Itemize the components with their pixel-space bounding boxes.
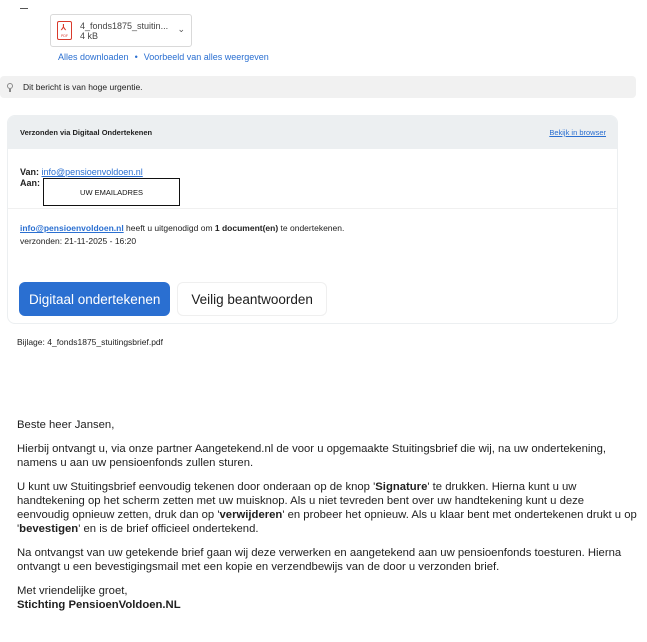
signature: Stichting PensioenVoldoen.NL [17, 599, 181, 611]
p2-bold-bevestigen: bevestigen [19, 523, 79, 535]
invite-mid: heeft u uitgenodigd om [123, 223, 215, 233]
sent-timestamp: verzonden: 21-11-2025 - 16:20 [20, 236, 137, 246]
urgency-banner [0, 76, 636, 98]
card-meta [8, 149, 617, 206]
p2-bold-verwijderen: verwijderen [219, 509, 283, 521]
invite-text [8, 209, 617, 248]
invite-end: te ondertekenen. [278, 223, 345, 233]
lightbulb-icon [7, 83, 13, 92]
collapse-dash [20, 8, 28, 9]
from-row [20, 167, 605, 178]
invite-document-count: 1 document(en) [214, 223, 279, 233]
download-all-link[interactable]: Alles downloaden [58, 52, 129, 62]
pdf-icon [57, 21, 72, 40]
recipient-email-box: UW EMAILADRES [43, 178, 180, 206]
email-body [17, 418, 637, 612]
acrobat-glyph-icon: ⅄ [61, 23, 66, 32]
attachment-note: Bijlage: 4_fonds1875_stuitingsbrief.pdf [17, 337, 164, 347]
card-header [8, 116, 617, 149]
preview-all-link[interactable]: Voorbeeld van alles weergeven [143, 52, 269, 62]
chevron-down-icon[interactable]: ⌄ [177, 24, 185, 34]
attachment-links [58, 52, 269, 62]
sign-digitally-button[interactable]: Digitaal ondertekenen [19, 282, 170, 316]
attachment-file-size: 4 kB [80, 30, 99, 41]
card-header-title: Verzonden via Digitaal Ondertekenen [20, 128, 153, 137]
to-label: Aan: [20, 178, 40, 188]
p2-bold-signature: Signature [375, 481, 428, 493]
attachment-card[interactable] [50, 14, 192, 47]
paragraph-followup: Na ontvangst van uw getekende brief gaan wij deze verwerken en aangetekend aan uw pensioenfonds toesturen. Hierna ontvangt u een bevestigingsmail met een kopie en verzendbewijs van de door u verzonden brief. [17, 547, 622, 573]
paragraph-instructions [17, 480, 637, 536]
pdf-icon-label: PDF [61, 34, 68, 38]
from-label: Van: [20, 167, 40, 177]
p2-text-c: ' te drukken. Hierna kunt u uw handtekening op het scherm zetten met uw muisknop. Als u niet tevreden bent over uw handtekening kunt u deze eenvoudig opnieuw zetten, druk dan op ' [17, 481, 585, 521]
closing: Met vriendelijke groet, [17, 585, 128, 597]
invite-sender-link[interactable]: info@pensioenvoldoen.nl [20, 223, 124, 233]
from-email-link[interactable]: info@pensioenvoldoen.nl [41, 167, 143, 177]
to-row [20, 178, 605, 206]
card-actions [19, 282, 327, 316]
invite-line [20, 222, 605, 235]
paragraph-intro: Hierbij ontvangt u, via onze partner Aangetekend.nl de voor u opgemaakte Stuitingsbrief die wij, na uw ondertekening, namens u aan uw pensioenfonds zullen sturen. [17, 443, 607, 469]
view-in-browser-link[interactable]: Bekijk in browser [549, 128, 606, 137]
secure-reply-button[interactable]: Veilig beantwoorden [177, 282, 327, 316]
link-separator: • [134, 52, 138, 62]
p2-text-a: U kunt uw Stuitingsbrief eenvoudig tekenen door onderaan op de knop ' [17, 481, 376, 493]
attachment-file-name: 4_fonds1875_stuitin... [80, 20, 169, 31]
urgency-text: Dit bericht is van hoge urgentie. [23, 82, 143, 92]
p2-text-e: ' en is de brief officieel ondertekend. [78, 523, 259, 535]
signing-card [7, 115, 618, 324]
greeting: Beste heer Jansen, [17, 419, 115, 431]
p2-text-d: ' en probeer het opnieuw. Als u klaar bent met ondertekenen drukt u op ' [17, 509, 637, 535]
